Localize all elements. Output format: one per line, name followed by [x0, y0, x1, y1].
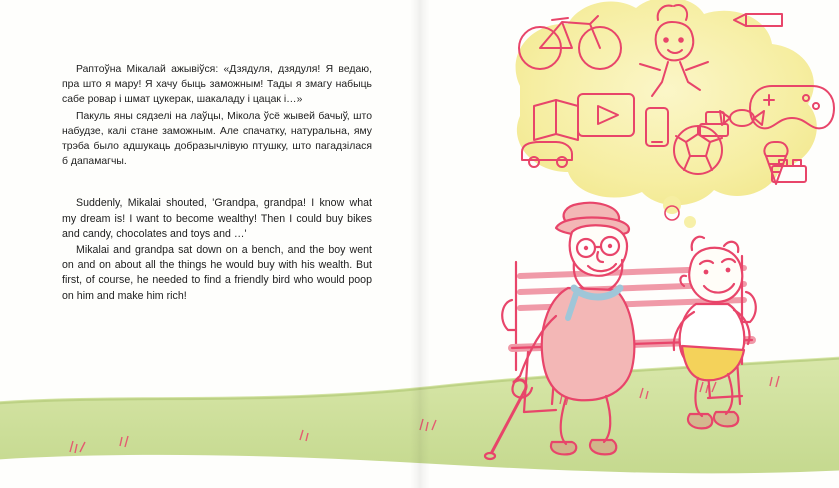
paragraph-be-2: Пакуль яны сядзелі на лаўцы, Мікола ўсё жывей бачыў, што набудзе, калі стане заможным. Але спачатку, натуральна, яму трэба было адшукаць добразычлівую птушку, што пагадзілася б дапамагчы. — [62, 110, 372, 168]
language-separator — [62, 170, 372, 196]
text-column — [62, 62, 372, 305]
paragraph-en-1: Suddenly, Mikalai shouted, 'Grandpa, grandpa! I know what my dream is! I want to become wealthy! Then I could buy bikes and candy, chocolates and toys and …' — [62, 197, 372, 240]
paragraph-be-1: Раптоўна Мікалай ажывіўся: «Дзядуля, дзядуля! Я ведаю, пра што я мару! Я хачу быць заможным! Тады я змагу набыць сабе ровар і шмат цукерак, шакаладу і цацак і…» — [62, 64, 372, 106]
paragraph-en-2: Mikalai and grandpa sat down on a bench, and the boy went on and on about all the things he would buy with his wealth. But first, of course, he needed to find a friendly bird who would poop on him and make him rich! — [62, 244, 372, 302]
right-page — [421, 0, 839, 488]
